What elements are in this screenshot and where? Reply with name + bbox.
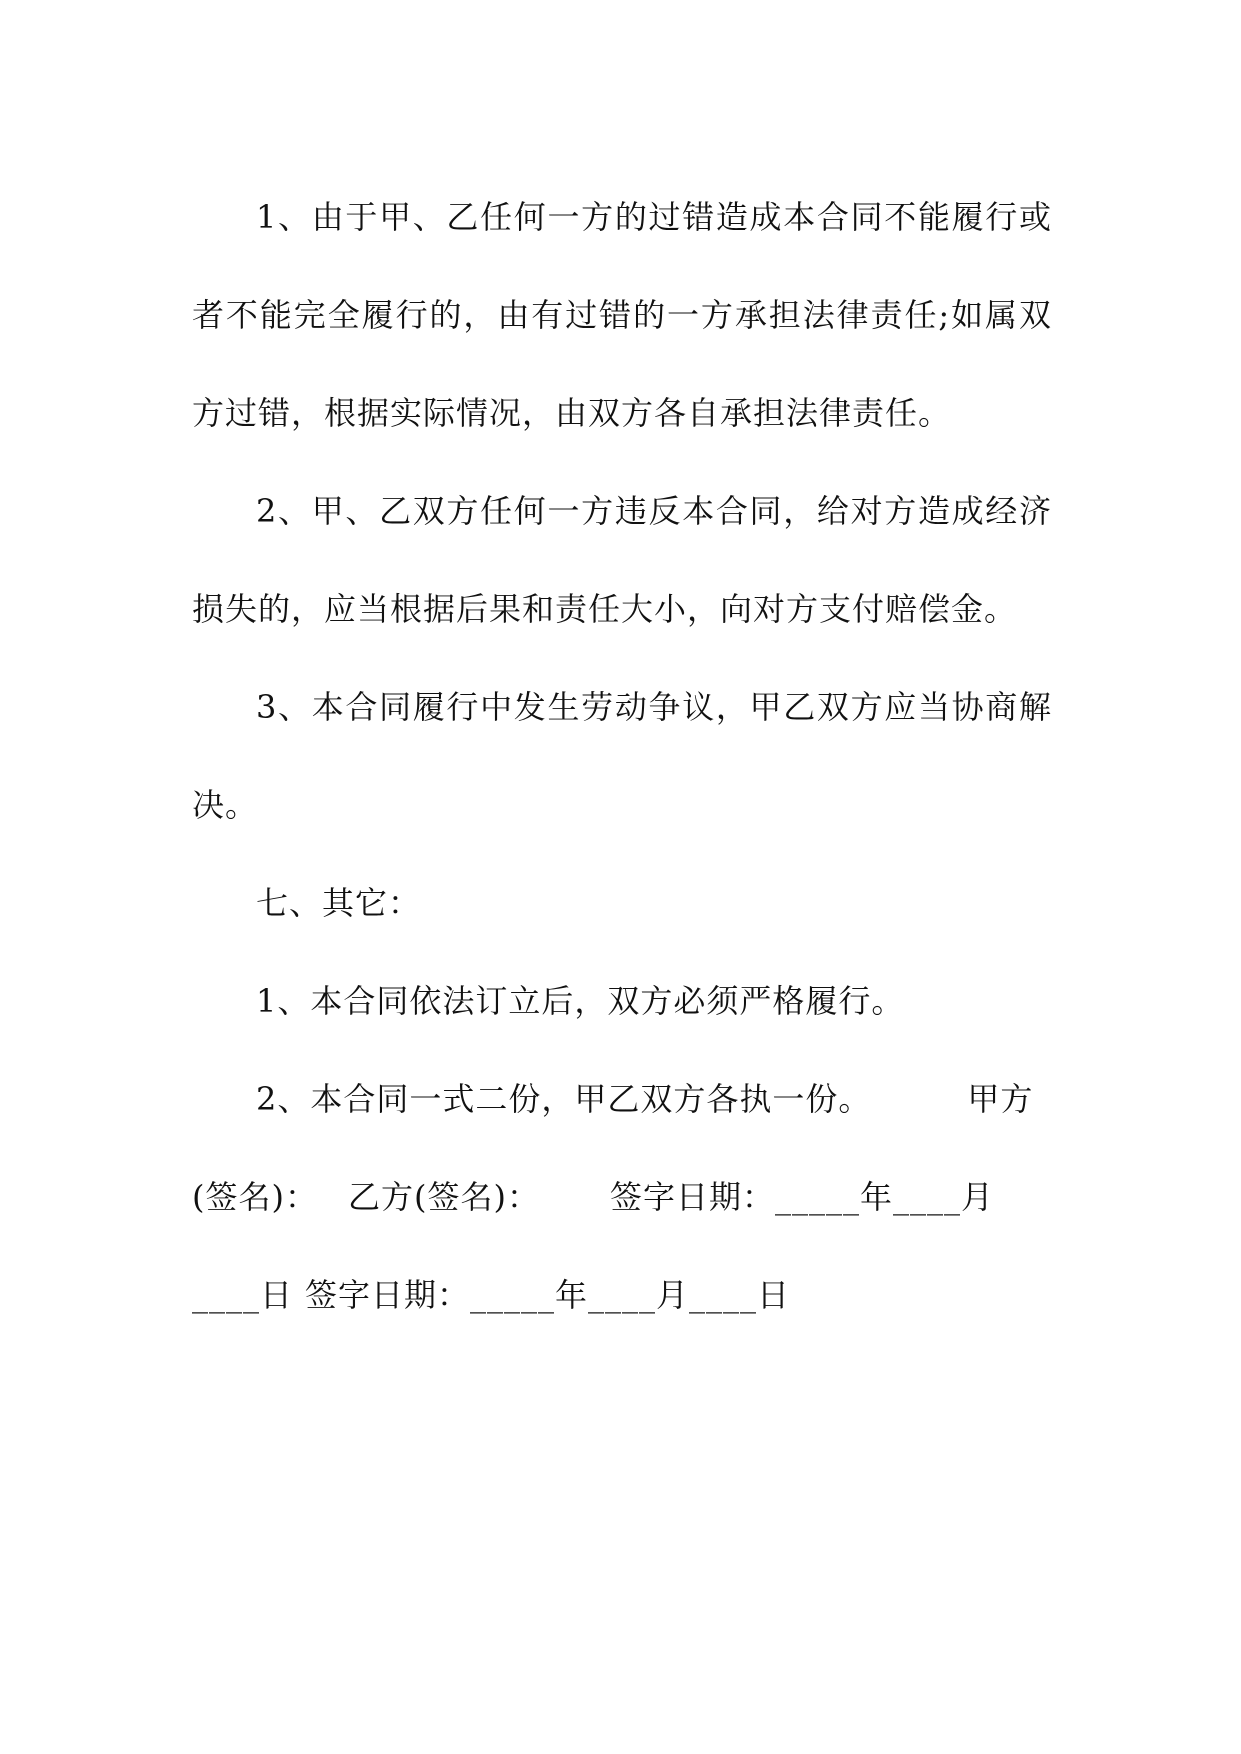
clause-compensation: 2、甲、乙双方任何一方违反本合同，给对方造成经济损失的，应当根据后果和责任大小，向对方支付赔偿金。 xyxy=(192,492,1052,628)
signature-block xyxy=(192,1050,1052,1344)
clause-labor-dispute: 3、本合同履行中发生劳动争议，甲乙双方应当协商解决。 xyxy=(192,688,1052,824)
document-body xyxy=(192,168,1052,1344)
clause-liability-fault: 1、由于甲、乙任何一方的过错造成本合同不能履行或者不能完全履行的，由有过错的一方承担法律责任;如属双方过错，根据实际情况，由双方各自承担法律责任。 xyxy=(192,198,1052,432)
party-a-sign-date: 签字日期：_____年____月____日 xyxy=(192,1178,994,1314)
section-heading-other: 七、其它： xyxy=(256,884,422,922)
party-b-signature-label: 乙方(签名)： xyxy=(347,1178,540,1216)
clause-copies: 2、本合同一式二份，甲乙双方各执一份。 xyxy=(256,1080,872,1118)
clause-strict-performance: 1、本合同依法订立后，双方必须严格履行。 xyxy=(256,982,905,1020)
party-b-sign-date: 签字日期：_____年____月____日 xyxy=(305,1276,791,1314)
party-a-signature-label: 甲方(签名)： xyxy=(192,1080,1034,1216)
